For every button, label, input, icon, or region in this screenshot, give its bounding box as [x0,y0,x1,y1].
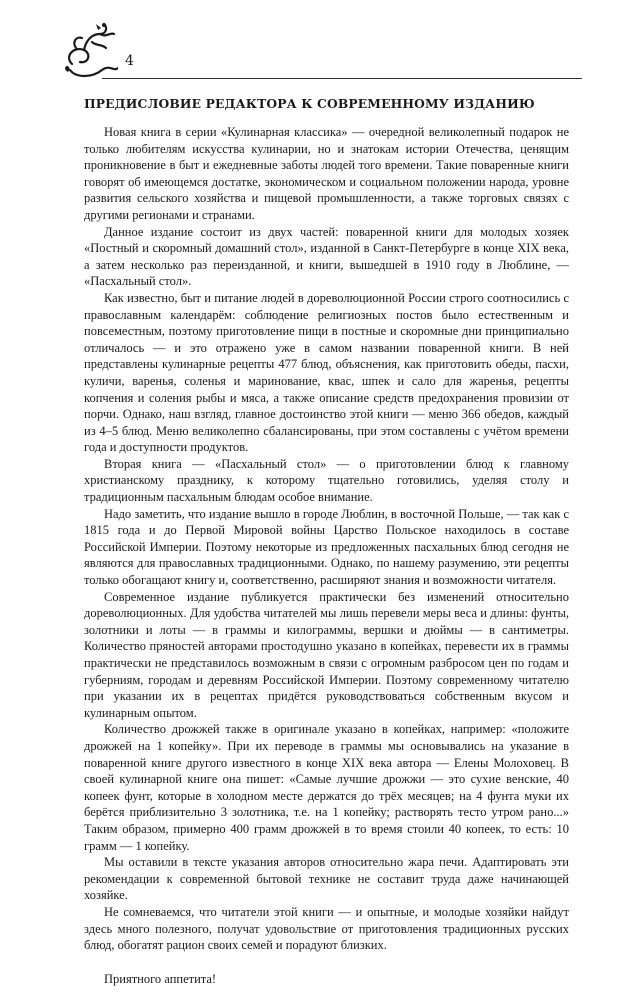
closing-line: Приятного аппетита! [104,971,217,986]
paragraph: Количество дрожжей также в оригинале указано в копейках, например: «положите дрожжей на 1 копейку». При их переводе в граммы мы основывались на указание в поваренной книге другого известного в конце XIX века автора — Елены Молоховец. В своей кулинарной книге она пишет: «Самые лучшие дрожжи — это сухие венские, 40 копеек фунт, которые в холодном месте держатся до трёх месяцев; на 4 фунта муки их берётся приблизительно 3 золотника, т.е. на 1 копейку; растворять тесто утром рано...» Таким образом, примерно 400 грамм дрожжей в то время стоили 40 копеек, то есть: 10 грамм — 1 копейку. [84,722,569,853]
header-divider [102,78,582,79]
body-text [84,124,569,987]
paragraph: Не сомневаемся, что читатели этой книги — и опытные, и молодые хозяйки найдут здесь много полезного, получат удовольствие от приготовления традиционных русских блюд, обогатят рацион своих семей и порадуют близких. [84,904,569,953]
page-header [62,20,582,82]
serpent-dragon-ornament-icon [62,20,118,80]
paragraph: Новая книга в серии «Кулинарная классика» — очередной великолепный подарок не только любителям искусства кулинарии, но и знатокам истории Отечества, ценящим проникновение в быт и ежедневные заботы людей того времени. Такие поваренные книги говорят об имеющемся достатке, экономическом и социальном положении народа, уровне развития сельского хозяйства и пищевой промышленности, а также торговых связях с другими регионами и странами. [84,125,569,222]
paragraph: Мы оставили в тексте указания авторов относительно жара печи. Адаптировать эти рекомендации к современной бытовой технике не составит труда даже начинающей хозяйке. [84,855,569,903]
paragraph: Данное издание состоит из двух частей: поваренной книги для молодых хозяек «Постный и скоромный домашний стол», изданной в Санкт-Петербурге в конце XIX века, а затем несколько раз переизданной, и книги, вышедшей в 1910 году в Люблине, — «Пасхальный стол». [84,224,569,289]
paragraph: Современное издание публикуется практически без изменений относительно дореволюционных. Для удобства читателей мы лишь перевели меры веса и длины: фунты, золотники и лоты — в граммы и килограммы, вершки и дюймы — в сантиметры. Количество пряностей авторами простодушно указано в копейках, перевести их в граммы практически не представилось возможным в связи с огромным разбросом цен по годам и губерниям, городам и деревням Российской Империи. Поэтому современному читателю при указании их в рецептах придётся руководствоваться собственным вкусом и кулинарным опытом. [84,589,569,720]
paragraph: Надо заметить, что издание вышло в городе Люблин, в восточной Польше, — так как с 1815 года и до Первой Мировой войны Царство Польское находилось в составе Российской Империи. Поэтому некоторые из предложенных пасхальных блюд сегодня не являются для православных традиционными. Однако, по нашему разумению, эти рецепты только обогащают книгу и, соответственно, расширяют знания и возможности читателя. [84,506,569,588]
section-title: ПРЕДИСЛОВИЕ РЕДАКТОРА К СОВРЕМЕННОМУ ИЗДАНИЮ [84,96,535,111]
paragraph: Как известно, быт и питание людей в дореволюционной России строго соотносились с православным календарём: соблюдение религиозных постов было естественным и повсеместным, поэтому приготовление пищи в постные и скоромные дни принципиально отличалось — и это отражено уже в самом названии поваренной книги. В ней представлены кулинарные рецепты 477 блюд, объяснения, как приготовить обеды, пасхи, куличи, варенья, соленья и маринование, квас, шпек и сало для жаренья, рецепты копчения и соления рыбы и мяса, а также описание средств предохранения провизии от порчи. Однако, наш взгляд, главное достоинство этой книги — меню 366 обедов, каждый из 4–5 блюд. Меню великолепно сбалансированы, при этом составлены с учётом времени года и доступности продуктов. [84,290,569,455]
paragraph: Вторая книга — «Пасхальный стол» — о приготовлении блюд к главному христианскому празднику, к которому тщательно готовились, уделяя столу и традиционным пасхальным блюдам особое внимание. [84,456,569,505]
page-number: 4 [125,53,134,69]
